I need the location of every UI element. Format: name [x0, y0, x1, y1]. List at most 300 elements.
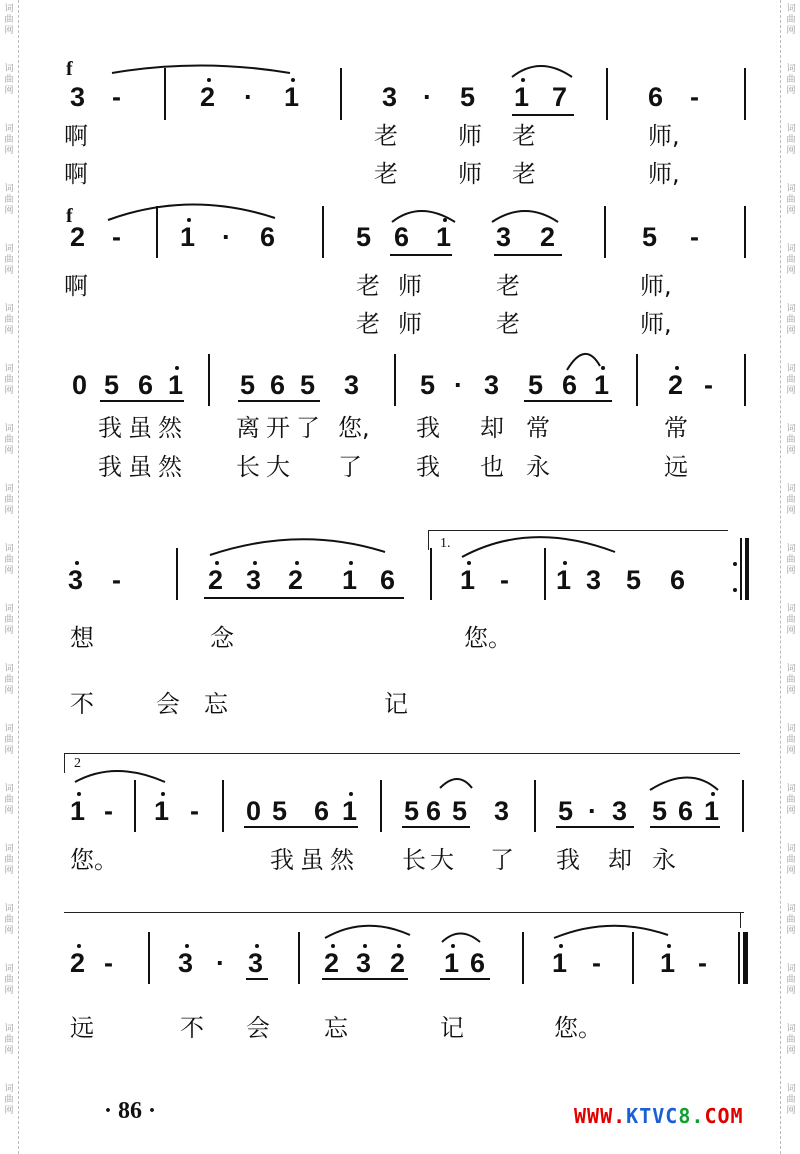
lyric: 然: [330, 846, 354, 874]
watermark-glyph: 网: [786, 506, 796, 516]
lyric: 师: [458, 160, 482, 188]
note: 6: [470, 948, 486, 978]
note: 5: [452, 796, 468, 826]
dash: -: [690, 222, 699, 252]
underline: [238, 400, 320, 402]
watermark-glyph: 曲: [4, 375, 14, 385]
dynamic-mark: f: [66, 58, 73, 80]
watermark-glyph: 曲: [4, 555, 14, 565]
watermark-glyph: 网: [4, 626, 14, 636]
watermark-glyph: 网: [4, 386, 14, 396]
watermark-glyph: 网: [4, 446, 14, 456]
watermark-glyph: 网: [4, 506, 14, 516]
watermark-glyph: 网: [786, 1046, 796, 1056]
note: 5: [642, 222, 658, 252]
volta-bracket: [428, 530, 728, 531]
note: 5: [652, 796, 668, 826]
barline: [222, 780, 224, 832]
watermark-glyph: 网: [786, 86, 796, 96]
note: 1: [70, 796, 86, 826]
dot-rhythm: ·: [454, 370, 463, 400]
watermark-glyph: 词: [786, 784, 796, 794]
octave-dot: [363, 944, 367, 948]
barline: [134, 780, 136, 832]
watermark-glyph: 曲: [786, 615, 796, 625]
note: 3: [484, 370, 500, 400]
dash: -: [112, 82, 121, 112]
watermark-glyph: 曲: [786, 795, 796, 805]
watermark-glyph: 曲: [786, 555, 796, 565]
octave-dot: [451, 944, 455, 948]
octave-dot: [77, 944, 81, 948]
note: 3: [586, 565, 602, 595]
dot-rhythm: ·: [244, 82, 253, 112]
repeat-barline: [740, 538, 742, 600]
lyric: 忘: [204, 690, 228, 718]
barline: [340, 68, 342, 120]
note: 2: [288, 565, 304, 595]
barline: [380, 780, 382, 832]
barline: [544, 548, 546, 600]
underline: [204, 597, 404, 599]
octave-dot: [711, 792, 715, 796]
octave-dot: [563, 561, 567, 565]
barline: [148, 932, 150, 984]
watermark-glyph: 曲: [786, 435, 796, 445]
octave-dot: [291, 78, 295, 82]
octave-dot: [255, 944, 259, 948]
lyric: 您。: [554, 1014, 602, 1042]
note: 6: [670, 565, 686, 595]
volta-bracket-end: [428, 530, 429, 550]
website-segment: 8.: [678, 1104, 705, 1128]
barline: [632, 932, 634, 984]
note: 3: [494, 796, 510, 826]
barline: [164, 68, 166, 120]
watermark-glyph: 词: [4, 604, 14, 614]
lyric: 师: [398, 310, 422, 338]
watermark-glyph: 网: [4, 26, 14, 36]
barline: [430, 548, 432, 600]
underline: [650, 826, 720, 828]
lyric: 会: [246, 1014, 270, 1042]
watermark-glyph: 曲: [786, 15, 796, 25]
lyric: 我: [98, 414, 122, 442]
underline: [512, 114, 574, 116]
dash: -: [500, 565, 509, 595]
watermark-glyph: 网: [4, 926, 14, 936]
watermark-glyph: 曲: [4, 255, 14, 265]
note: 0: [72, 370, 88, 400]
lyric: 您。: [70, 846, 118, 874]
watermark-glyph: 词: [786, 664, 796, 674]
dot-rhythm: ·: [423, 82, 432, 112]
watermark-glyph: 网: [786, 146, 796, 156]
watermark-glyph: 词: [4, 64, 14, 74]
octave-dot: [215, 561, 219, 565]
barline: [744, 68, 746, 120]
volta-number: 2: [74, 756, 81, 771]
note: 2: [668, 370, 684, 400]
watermark-glyph: 网: [786, 866, 796, 876]
dash: -: [704, 370, 713, 400]
lyric: 我: [416, 414, 440, 442]
barline: [156, 206, 158, 258]
lyric: 念: [210, 624, 234, 652]
note: 5: [240, 370, 256, 400]
lyric: 老: [374, 160, 398, 188]
lyric: 师,: [640, 272, 672, 300]
lyric: 我: [556, 846, 580, 874]
note: 3: [612, 796, 628, 826]
watermark-glyph: 词: [786, 724, 796, 734]
lyric: 记: [440, 1014, 464, 1042]
octave-dot: [521, 78, 525, 82]
watermark-glyph: 词: [4, 4, 14, 14]
watermark-glyph: 网: [786, 1106, 796, 1116]
watermark-glyph: 曲: [786, 75, 796, 85]
lyric: 然: [158, 453, 182, 481]
barline: [744, 206, 746, 258]
watermark-glyph: 网: [786, 806, 796, 816]
watermark-glyph: 词: [786, 604, 796, 614]
lyric: 我: [416, 453, 440, 481]
note: 5: [104, 370, 120, 400]
note: 1: [594, 370, 610, 400]
lyric: 老: [512, 160, 536, 188]
dash: -: [690, 82, 699, 112]
underline: [390, 254, 452, 256]
watermark-glyph: 曲: [4, 1035, 14, 1045]
watermark-glyph: 词: [786, 424, 796, 434]
watermark-glyph: 曲: [4, 675, 14, 685]
note: 1: [460, 565, 476, 595]
octave-dot: [559, 944, 563, 948]
note: 5: [528, 370, 544, 400]
lyric: 您,: [338, 414, 370, 442]
barline: [322, 206, 324, 258]
lyric: 了: [296, 414, 320, 442]
underline: [524, 400, 612, 402]
barline: [604, 206, 606, 258]
watermark-glyph: 网: [786, 686, 796, 696]
note: 1: [180, 222, 196, 252]
lyric: 老: [356, 310, 380, 338]
octave-dot: [601, 366, 605, 370]
watermark-glyph: 曲: [4, 975, 14, 985]
website-segment: COM: [704, 1104, 744, 1128]
lyric: 常: [526, 414, 550, 442]
lyric: 虽: [300, 846, 324, 874]
note: 3: [382, 82, 398, 112]
note: 5: [404, 796, 420, 826]
lyric: 啊: [64, 160, 88, 188]
watermark-glyph: 词: [4, 124, 14, 134]
watermark-glyph: 词: [4, 784, 14, 794]
final-barline: [738, 932, 740, 984]
watermark-glyph: 网: [4, 986, 14, 996]
volta-bracket-end: [64, 753, 65, 773]
lyric: 大: [266, 453, 290, 481]
watermark-glyph: 曲: [786, 915, 796, 925]
watermark-glyph: 曲: [4, 795, 14, 805]
watermark-glyph: 曲: [4, 135, 14, 145]
volta-bracket-end: [740, 912, 741, 928]
lyric: 长: [402, 846, 426, 874]
dynamic-mark: f: [66, 205, 73, 227]
lyric: 啊: [64, 272, 88, 300]
barline: [742, 780, 744, 832]
barline: [636, 354, 638, 406]
watermark-glyph: 词: [786, 964, 796, 974]
octave-dot: [675, 366, 679, 370]
website-watermark: [574, 1104, 744, 1128]
page-number: · 86 ·: [104, 1098, 157, 1124]
octave-dot: [397, 944, 401, 948]
watermark-glyph: 曲: [786, 855, 796, 865]
watermark-glyph: 网: [786, 986, 796, 996]
watermark-glyph: 曲: [4, 195, 14, 205]
octave-dot: [331, 944, 335, 948]
barline: [744, 354, 746, 406]
watermark-glyph: 网: [4, 1106, 14, 1116]
volta-bracket-continuation: [64, 912, 744, 913]
underline: [322, 978, 408, 980]
barline: [534, 780, 536, 832]
note: 2: [208, 565, 224, 595]
note: 1: [154, 796, 170, 826]
note: 2: [390, 948, 406, 978]
watermark-glyph: 词: [786, 484, 796, 494]
lyric: 我: [98, 453, 122, 481]
note: 0: [246, 796, 262, 826]
watermark-glyph: 词: [4, 904, 14, 914]
note: 3: [344, 370, 360, 400]
note: 3: [496, 222, 512, 252]
watermark-glyph: 词: [786, 844, 796, 854]
lyric: 虽: [128, 414, 152, 442]
underline: [100, 400, 184, 402]
watermark-glyph: 曲: [786, 495, 796, 505]
lyric: 忘: [324, 1014, 348, 1042]
watermark-glyph: 网: [786, 266, 796, 276]
note: 1: [436, 222, 452, 252]
watermark-glyph: 网: [4, 806, 14, 816]
note: 2: [70, 948, 86, 978]
watermark-glyph: 网: [786, 746, 796, 756]
repeat-barline-thick: [745, 538, 749, 600]
note: 1: [342, 565, 358, 595]
watermark-glyph: 词: [4, 484, 14, 494]
watermark-glyph: 词: [4, 244, 14, 254]
watermark-glyph: 网: [786, 206, 796, 216]
watermark-glyph: 词: [786, 184, 796, 194]
note: 5: [300, 370, 316, 400]
lyric: 永: [526, 453, 550, 481]
lyric: 永: [652, 846, 676, 874]
watermark-glyph: 词: [4, 544, 14, 554]
watermark-glyph: 网: [4, 566, 14, 576]
note: 3: [246, 565, 262, 595]
lyric: 不: [70, 690, 94, 718]
note: 3: [70, 82, 86, 112]
volta-bracket: [64, 753, 740, 754]
watermark-glyph: 曲: [786, 1095, 796, 1105]
note: 5: [626, 565, 642, 595]
note: 2: [324, 948, 340, 978]
note: 6: [380, 565, 396, 595]
watermark-glyph: 词: [4, 844, 14, 854]
watermark-glyph: 词: [4, 184, 14, 194]
repeat-dot: [733, 562, 737, 566]
watermark-glyph: 词: [786, 64, 796, 74]
website-segment: KTVC: [626, 1104, 679, 1128]
dash: -: [112, 565, 121, 595]
dash: -: [104, 796, 113, 826]
watermark-glyph: 网: [786, 566, 796, 576]
note: 3: [248, 948, 264, 978]
dash: -: [104, 948, 113, 978]
watermark-glyph: 词: [786, 544, 796, 554]
note: 6: [648, 82, 664, 112]
barline: [208, 354, 210, 406]
underline: [402, 826, 470, 828]
lyric: 师,: [648, 122, 680, 150]
note: 6: [314, 796, 330, 826]
note: 6: [138, 370, 154, 400]
watermark-glyph: 网: [4, 866, 14, 876]
watermark-glyph: 曲: [786, 375, 796, 385]
lyric: 却: [480, 414, 504, 442]
lyric: 然: [158, 414, 182, 442]
lyric: 老: [496, 272, 520, 300]
dot-rhythm: ·: [588, 796, 597, 826]
barline: [606, 68, 608, 120]
dot-rhythm: ·: [216, 948, 225, 978]
watermark-glyph: 词: [786, 904, 796, 914]
octave-dot: [161, 792, 165, 796]
note: 6: [260, 222, 276, 252]
watermark-glyph: 词: [4, 1024, 14, 1034]
watermark-glyph: 曲: [4, 735, 14, 745]
watermark-glyph: 网: [4, 686, 14, 696]
watermark-glyph: 曲: [786, 1035, 796, 1045]
watermark-glyph: 网: [786, 326, 796, 336]
lyric: 想: [70, 624, 94, 652]
watermark-glyph: 网: [786, 26, 796, 36]
lyric: 离: [236, 414, 260, 442]
octave-dot: [207, 78, 211, 82]
watermark-glyph: 词: [786, 4, 796, 14]
lyric: 不: [180, 1014, 204, 1042]
watermark-glyph: 网: [4, 326, 14, 336]
lyric: 师: [458, 122, 482, 150]
note: 1: [552, 948, 568, 978]
note: 5: [272, 796, 288, 826]
watermark-glyph: 曲: [786, 315, 796, 325]
octave-dot: [443, 218, 447, 222]
note: 6: [394, 222, 410, 252]
underline: [440, 978, 490, 980]
watermark-glyph: 网: [786, 626, 796, 636]
note: 2: [540, 222, 556, 252]
lyric: 远: [70, 1014, 94, 1042]
watermark-glyph: 曲: [4, 435, 14, 445]
watermark-glyph: 网: [786, 446, 796, 456]
lyric: 却: [608, 846, 632, 874]
watermark-glyph: 词: [786, 1084, 796, 1094]
watermark-glyph: 曲: [4, 495, 14, 505]
lyric: 师,: [640, 310, 672, 338]
watermark-glyph: 词: [786, 364, 796, 374]
dash: -: [190, 796, 199, 826]
watermark-glyph: 词: [4, 364, 14, 374]
octave-dot: [253, 561, 257, 565]
lyric: 也: [480, 453, 504, 481]
watermark-glyph: 曲: [786, 675, 796, 685]
watermark-glyph: 曲: [4, 15, 14, 25]
volta-number: 1.: [440, 536, 451, 551]
watermark-glyph: 曲: [4, 915, 14, 925]
watermark-glyph: 曲: [786, 255, 796, 265]
octave-dot: [467, 561, 471, 565]
watermark-glyph: 曲: [786, 195, 796, 205]
lyric: 记: [384, 690, 408, 718]
dash: -: [592, 948, 601, 978]
watermark-glyph: 网: [4, 206, 14, 216]
lyric: 大: [430, 846, 454, 874]
watermark-glyph: 曲: [786, 975, 796, 985]
octave-dot: [667, 944, 671, 948]
note: 3: [68, 565, 84, 595]
note: 1: [284, 82, 300, 112]
lyric: 我: [270, 846, 294, 874]
watermark-glyph: 词: [4, 664, 14, 674]
octave-dot: [77, 792, 81, 796]
octave-dot: [175, 366, 179, 370]
lyric: 了: [338, 453, 362, 481]
watermark-glyph: 词: [4, 304, 14, 314]
note: 1: [556, 565, 572, 595]
watermark-glyph: 曲: [4, 615, 14, 625]
note: 1: [704, 796, 720, 826]
note: 5: [356, 222, 372, 252]
lyric: 远: [664, 453, 688, 481]
note: 3: [178, 948, 194, 978]
watermark-glyph: 词: [786, 1024, 796, 1034]
lyric: 师: [398, 272, 422, 300]
lyric: 啊: [64, 122, 88, 150]
note: 1: [342, 796, 358, 826]
barline: [298, 932, 300, 984]
watermark-glyph: 曲: [4, 75, 14, 85]
barline: [394, 354, 396, 406]
lyric: 长: [236, 453, 260, 481]
underline: [494, 254, 562, 256]
octave-dot: [185, 944, 189, 948]
note: 2: [200, 82, 216, 112]
lyric: 了: [490, 846, 514, 874]
barline: [522, 932, 524, 984]
dash: -: [112, 222, 121, 252]
lyric: 老: [496, 310, 520, 338]
dash: -: [698, 948, 707, 978]
note: 1: [168, 370, 184, 400]
final-barline-thick: [743, 932, 748, 984]
watermark-glyph: 词: [786, 244, 796, 254]
lyric: 师,: [648, 160, 680, 188]
note: 5: [558, 796, 574, 826]
